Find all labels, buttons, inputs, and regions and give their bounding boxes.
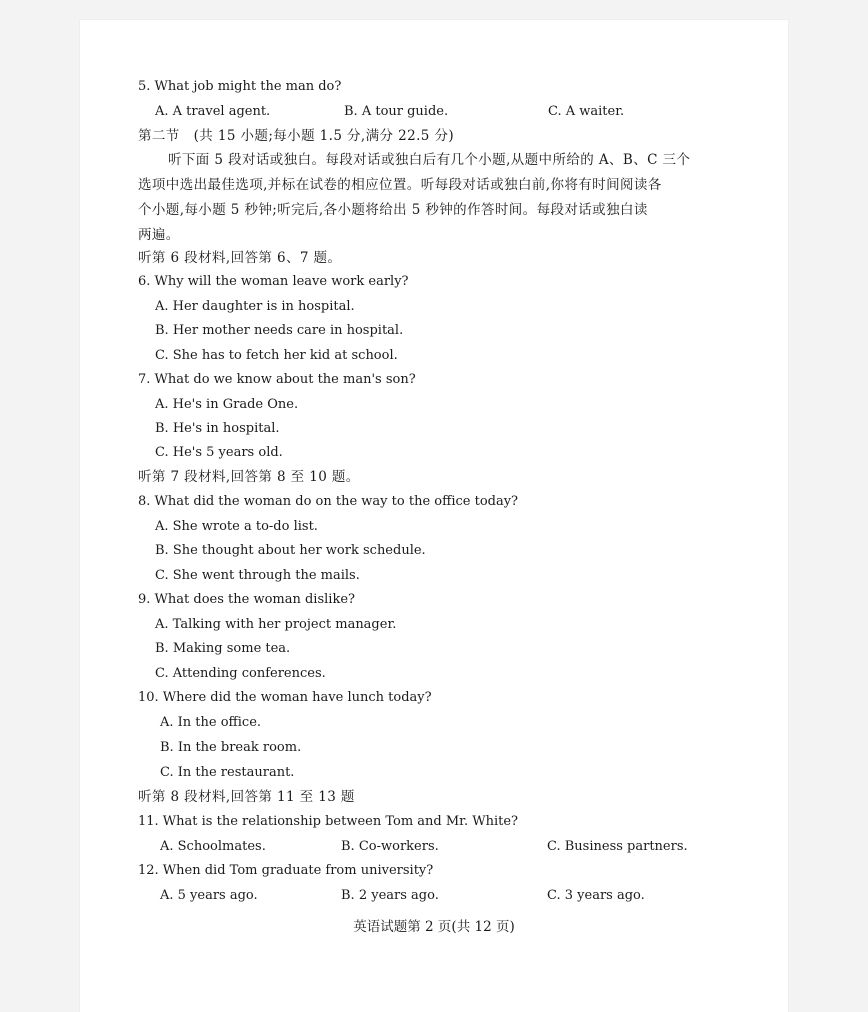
page-footer: 英语试题第 2 页(共 12 页) xyxy=(353,919,515,935)
option-c: C. Attending conferences. xyxy=(155,666,326,681)
option-c: C. A waiter. xyxy=(548,104,625,119)
question-8: 8. What did the woman do on the way to the office today? xyxy=(138,494,519,509)
instruction-line: 听下面 5 段对话或独白。每段对话或独白后有几个小题,从题中所给的 A、B、C 三个 xyxy=(168,152,691,168)
question-6: 6. Why will the woman leave work early? xyxy=(138,274,409,289)
option-a: A. 5 years ago. xyxy=(160,888,258,903)
option-c: C. She went through the mails. xyxy=(155,568,360,583)
option-b: B. Co-workers. xyxy=(341,839,439,854)
option-b: B. In the break room. xyxy=(160,740,302,755)
option-a: A. Talking with her project manager. xyxy=(155,617,397,632)
option-a: A. Schoolmates. xyxy=(160,839,266,854)
option-b: B. He's in hospital. xyxy=(155,421,280,436)
option-b: B. 2 years ago. xyxy=(341,888,439,903)
instruction-line: 两遍。 xyxy=(138,227,180,243)
material-6-label: 听第 6 段材料,回答第 6、7 题。 xyxy=(138,250,342,266)
option-b: B. A tour guide. xyxy=(344,104,449,119)
option-c: C. 3 years ago. xyxy=(547,888,645,903)
option-a: A. He's in Grade One. xyxy=(155,397,299,412)
instruction-line: 选项中选出最佳选项,并标在试卷的相应位置。听每段对话或独白前,你将有时间阅读各 xyxy=(138,177,662,193)
option-c: C. She has to fetch her kid at school. xyxy=(155,348,398,363)
option-a: A. She wrote a to-do list. xyxy=(155,519,318,534)
question-11: 11. What is the relationship between Tom and Mr. White? xyxy=(138,814,519,829)
material-7-label: 听第 7 段材料,回答第 8 至 10 题。 xyxy=(138,469,360,485)
option-a: A. A travel agent. xyxy=(155,104,271,119)
option-a: A. Her daughter is in hospital. xyxy=(155,299,355,314)
option-a: A. In the office. xyxy=(160,715,262,730)
option-b: B. She thought about her work schedule. xyxy=(155,543,426,558)
option-c: C. He's 5 years old. xyxy=(155,445,283,460)
question-5: 5. What job might the man do? xyxy=(138,79,342,94)
option-c: C. Business partners. xyxy=(547,839,688,854)
material-8-label: 听第 8 段材料,回答第 11 至 13 题 xyxy=(138,789,355,805)
section-2-header: 第二节 (共 15 小题;每小题 1.5 分,满分 22.5 分) xyxy=(138,128,455,144)
question-12: 12. When did Tom graduate from university? xyxy=(138,863,434,878)
option-b: B. Her mother needs care in hospital. xyxy=(155,323,404,338)
option-b: B. Making some tea. xyxy=(155,641,291,656)
question-9: 9. What does the woman dislike? xyxy=(138,592,355,607)
option-c: C. In the restaurant. xyxy=(160,765,295,780)
instruction-line: 个小题,每小题 5 秒钟;听完后,各小题将给出 5 秒钟的作答时间。每段对话或独白读 xyxy=(138,202,648,218)
question-7: 7. What do we know about the man's son? xyxy=(138,372,416,387)
question-10: 10. Where did the woman have lunch today? xyxy=(138,690,432,705)
